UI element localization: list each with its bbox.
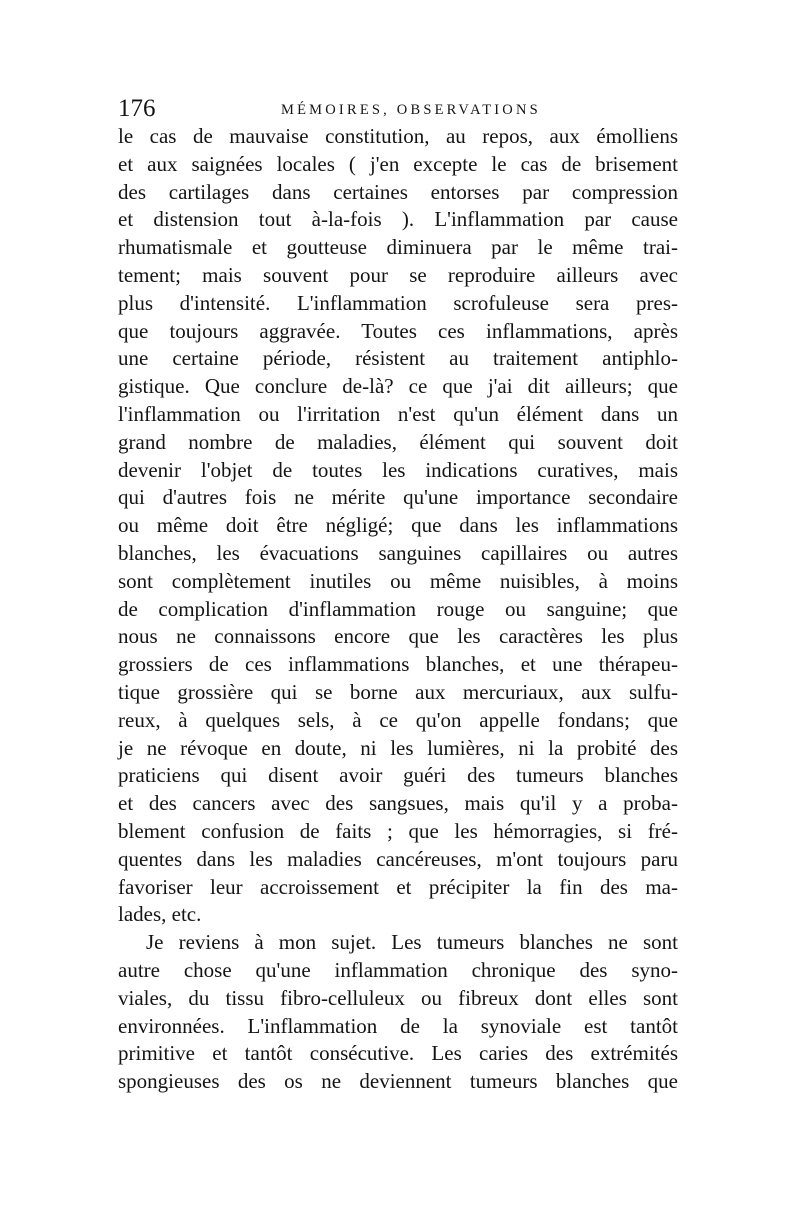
text-line: une certaine période, résistent au traitement antiphlo- bbox=[118, 346, 678, 371]
text-line: blanches, les évacuations sanguines capillaires ou autres bbox=[118, 540, 678, 565]
text-line: que toujours aggravée. Toutes ces inflammations, après bbox=[118, 318, 678, 343]
text-line: rhumatismale et goutteuse diminuera par le même trai- bbox=[118, 235, 678, 260]
text-line: ou même doit être négligé; que dans les inflammations bbox=[118, 513, 678, 538]
text-line: environnées. L'inflammation de la synoviale est tantôt bbox=[118, 1013, 678, 1038]
text-line: grand nombre de maladies, élément qui souvent doit bbox=[118, 429, 678, 454]
text-line: le cas de mauvaise constitution, au repos, aux émolliens bbox=[118, 124, 678, 148]
text-line: primitive et tantôt consécutive. Les caries des extrémités bbox=[118, 1041, 678, 1066]
running-head bbox=[118, 96, 678, 122]
text-line: viales, du tissu fibro-celluleux ou fibreux dont elles sont bbox=[118, 985, 678, 1010]
text-line: et distension tout à-la-fois ). L'inflammation par cause bbox=[118, 207, 678, 232]
page-number: 176 bbox=[118, 95, 156, 122]
text-line: favoriser leur accroissement et précipiter la fin des ma- bbox=[118, 874, 678, 899]
text-line: plus d'intensité. L'inflammation scrofuleuse sera pres- bbox=[118, 290, 678, 315]
text-line: quentes dans les maladies cancéreuses, m'ont toujours paru bbox=[118, 846, 678, 871]
text-line: de complication d'inflammation rouge ou sanguine; que bbox=[118, 596, 678, 621]
text-line: tement; mais souvent pour se reproduire ailleurs avec bbox=[118, 262, 678, 287]
text-line: lades, etc. bbox=[118, 902, 202, 927]
text-line: spongieuses des os ne deviennent tumeurs blanches que bbox=[118, 1069, 678, 1094]
text-line: blement confusion de faits ; que les hémorragies, si fré- bbox=[118, 818, 678, 843]
text-line: tique grossière qui se borne aux mercuriaux, aux sulfu- bbox=[118, 679, 678, 704]
text-line: Je reviens à mon sujet. Les tumeurs blanches ne sont bbox=[146, 930, 678, 955]
running-title: MÉMOIRES, OBSERVATIONS bbox=[281, 102, 541, 118]
text-line: et aux saignées locales ( j'en excepte le cas de brisement bbox=[118, 151, 678, 176]
text-line: je ne révoque en doute, ni les lumières, ni la probité des bbox=[118, 735, 678, 760]
text-line: reux, à quelques sels, à ce qu'on appelle fondans; que bbox=[118, 707, 678, 732]
text-line: l'inflammation ou l'irritation n'est qu'un élément dans un bbox=[118, 401, 678, 426]
text-line: autre chose qu'une inflammation chronique des syno- bbox=[118, 957, 678, 982]
text-line: gistique. Que conclure de-là? ce que j'ai dit ailleurs; que bbox=[118, 374, 678, 399]
text-line: nous ne connaissons encore que les caractères les plus bbox=[118, 624, 678, 649]
text-line: sont complètement inutiles ou même nuisibles, à moins bbox=[118, 568, 678, 593]
text-line: qui d'autres fois ne mérite qu'une importance secondaire bbox=[118, 485, 678, 510]
text-line: des cartilages dans certaines entorses par compression bbox=[118, 179, 678, 204]
text-line: devenir l'objet de toutes les indications curatives, mais bbox=[118, 457, 678, 482]
text-line: praticiens qui disent avoir guéri des tumeurs blanches bbox=[118, 763, 678, 788]
text-line: et des cancers avec des sangsues, mais qu'il y a proba- bbox=[118, 791, 678, 816]
body-text bbox=[118, 123, 678, 1096]
text-line: grossiers de ces inflammations blanches, et une thérapeu- bbox=[118, 652, 678, 677]
